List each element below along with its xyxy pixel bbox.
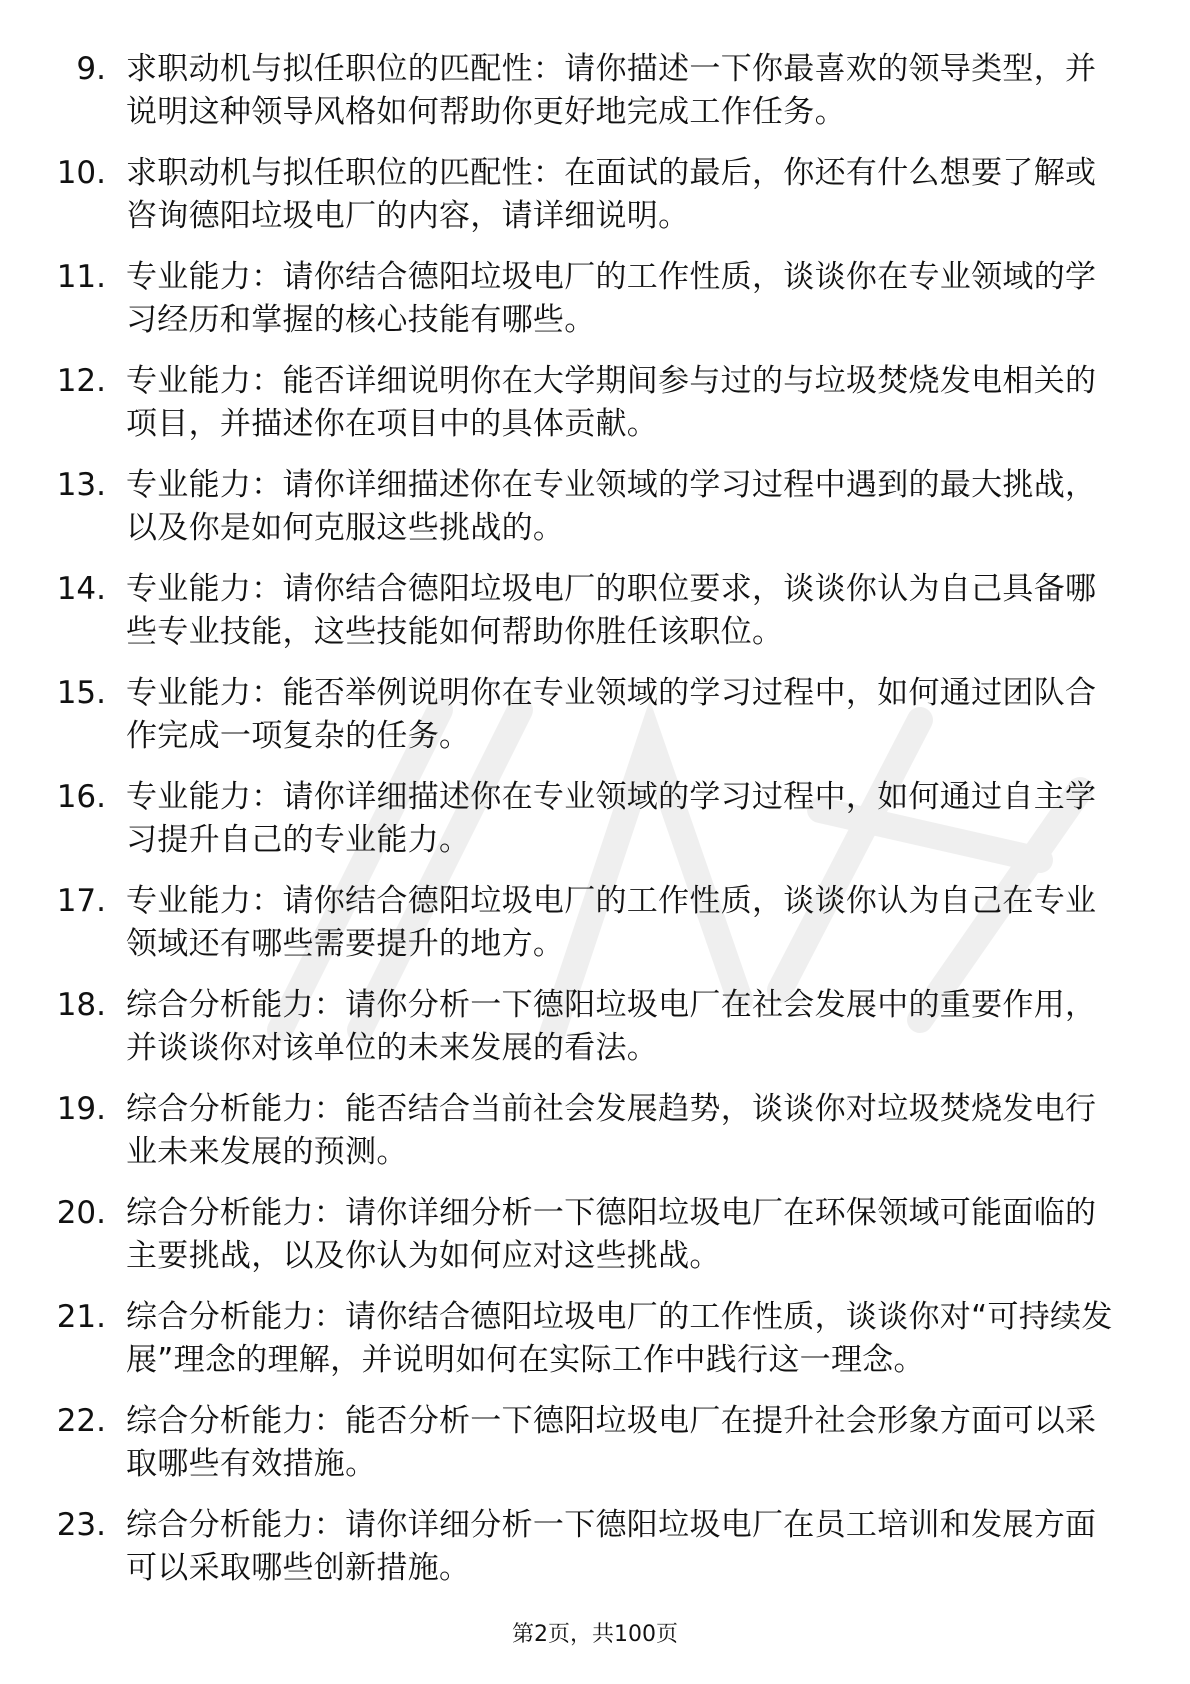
question-item	[0, 256, 1190, 360]
question-text: 综合分析能力：请你详细分析一下德阳垃圾电厂在环保领域可能面临的主要挑战，以及你认为如何应对这些挑战。	[126, 1195, 1097, 1274]
question-item	[0, 464, 1190, 568]
question-list	[0, 48, 1190, 1608]
question-number: 22.	[56, 1403, 106, 1439]
page-footer: 第2页，共100页	[512, 1622, 678, 1647]
question-number: 23.	[56, 1507, 106, 1543]
question-item	[0, 776, 1190, 880]
question-item	[0, 1296, 1190, 1400]
question-item	[0, 880, 1190, 984]
question-text: 综合分析能力：请你详细分析一下德阳垃圾电厂在员工培训和发展方面可以采取哪些创新措施。	[126, 1507, 1097, 1586]
question-number: 21.	[56, 1299, 106, 1335]
question-number: 18.	[56, 987, 106, 1023]
question-item	[0, 48, 1190, 152]
question-item	[0, 1088, 1190, 1192]
question-text: 专业能力：请你结合德阳垃圾电厂的职位要求，谈谈你认为自己具备哪些专业技能，这些技能如何帮助你胜任该职位。	[126, 571, 1097, 650]
question-item	[0, 1400, 1190, 1504]
question-text: 综合分析能力：请你分析一下德阳垃圾电厂在社会发展中的重要作用，并谈谈你对该单位的未来发展的看法。	[126, 987, 1097, 1066]
question-item	[0, 152, 1190, 256]
question-number: 9.	[76, 51, 106, 87]
question-number: 12.	[56, 363, 106, 399]
question-text: 求职动机与拟任职位的匹配性：在面试的最后，你还有什么想要了解或咨询德阳垃圾电厂的内容，请详细说明。	[126, 155, 1097, 234]
question-text: 专业能力：请你详细描述你在专业领域的学习过程中遇到的最大挑战，以及你是如何克服这些挑战的。	[126, 467, 1097, 546]
question-number: 10.	[56, 155, 106, 191]
question-item	[0, 672, 1190, 776]
question-number: 20.	[56, 1195, 106, 1231]
question-text: 专业能力：请你结合德阳垃圾电厂的工作性质，谈谈你认为自己在专业领域还有哪些需要提升的地方。	[126, 883, 1097, 962]
question-item	[0, 360, 1190, 464]
question-number: 19.	[56, 1091, 106, 1127]
question-number: 16.	[56, 779, 106, 815]
question-item	[0, 1504, 1190, 1608]
question-text: 综合分析能力：请你结合德阳垃圾电厂的工作性质，谈谈你对“可持续发展”理念的理解，并说明如何在实际工作中践行这一理念。	[126, 1299, 1113, 1378]
question-text: 专业能力：能否详细说明你在大学期间参与过的与垃圾焚烧发电相关的项目，并描述你在项目中的具体贡献。	[126, 363, 1097, 442]
question-text: 专业能力：能否举例说明你在专业领域的学习过程中，如何通过团队合作完成一项复杂的任务。	[126, 675, 1097, 754]
question-number: 11.	[56, 259, 106, 295]
question-text: 专业能力：请你详细描述你在专业领域的学习过程中，如何通过自主学习提升自己的专业能力。	[126, 779, 1097, 858]
question-item	[0, 1192, 1190, 1296]
question-item	[0, 984, 1190, 1088]
question-item	[0, 568, 1190, 672]
question-text: 综合分析能力：能否结合当前社会发展趋势，谈谈你对垃圾焚烧发电行业未来发展的预测。	[126, 1091, 1097, 1170]
question-text: 综合分析能力：能否分析一下德阳垃圾电厂在提升社会形象方面可以采取哪些有效措施。	[126, 1403, 1097, 1482]
question-text: 专业能力：请你结合德阳垃圾电厂的工作性质，谈谈你在专业领域的学习经历和掌握的核心技能有哪些。	[126, 259, 1097, 338]
question-number: 17.	[56, 883, 106, 919]
question-number: 14.	[56, 571, 106, 607]
question-number: 15.	[56, 675, 106, 711]
question-number: 13.	[56, 467, 106, 503]
question-text: 求职动机与拟任职位的匹配性：请你描述一下你最喜欢的领导类型，并说明这种领导风格如何帮助你更好地完成工作任务。	[126, 51, 1097, 130]
